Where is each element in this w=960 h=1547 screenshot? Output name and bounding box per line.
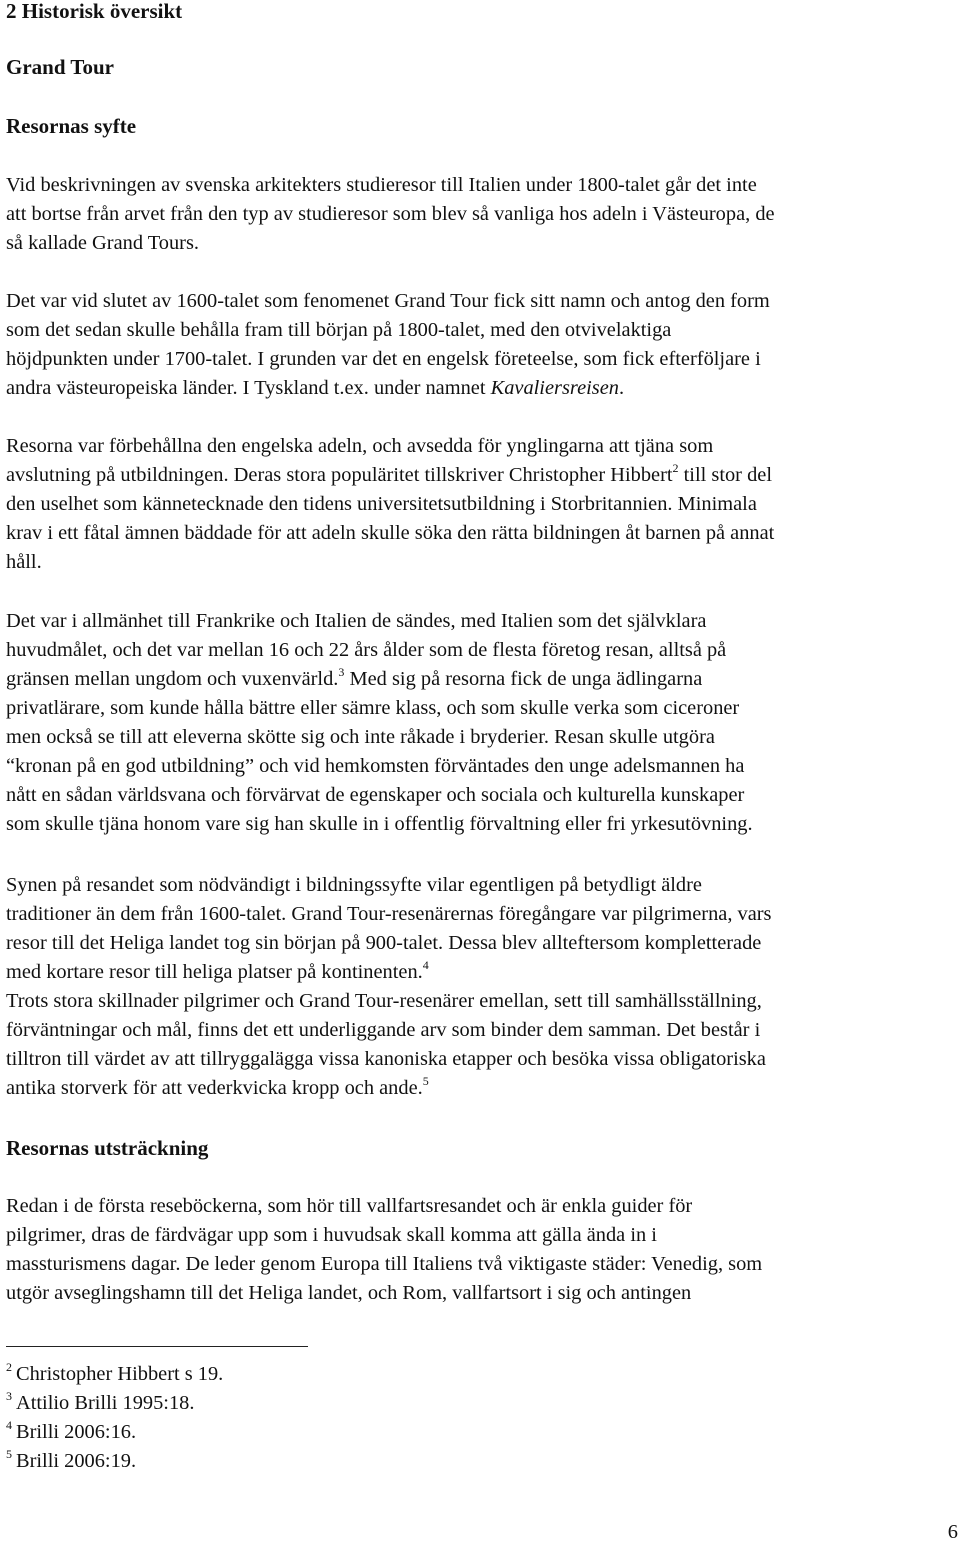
- footnote-3: [6, 1389, 194, 1418]
- footnote-text: Brilli 2006:16.: [16, 1421, 137, 1443]
- text-line: huvudmålet, och det var mellan 16 och 22 års ålder som de flesta företog resan, alltså på: [6, 639, 727, 661]
- footnote-text: Christopher Hibbert s 19.: [16, 1363, 224, 1385]
- section-heading: Grand Tour: [6, 55, 114, 79]
- text-line: traditioner än dem från 1600-talet. Grand Tour-resenärernas föregångare var pilgrimerna, vars: [6, 903, 772, 925]
- footnote-reference[interactable]: 5: [422, 1074, 429, 1088]
- subsection-heading-purpose: Resornas syfte: [6, 114, 137, 138]
- paragraph-5: [6, 871, 956, 1103]
- text-line: som det sedan skulle behålla fram till början på 1800-talet, med den otvivelaktiga: [6, 319, 672, 341]
- italic-term: Kavaliersreisen: [490, 377, 619, 399]
- text-line: utgör avseglingshamn till det Heliga landet, och Rom, vallfartsort i sig och antingen: [6, 1282, 692, 1304]
- text-line: Synen på resandet som nödvändigt i bildningssyfte vilar egentligen på betydligt äldre: [6, 874, 702, 896]
- text-line: [6, 665, 956, 694]
- footnote-reference[interactable]: 2: [672, 461, 679, 475]
- text-run: gränsen mellan ungdom och vuxenvärld.: [6, 668, 339, 690]
- text-line: nått en sådan världsvana och förvärvat de egenskaper och sociala och kulturella kunskaper: [6, 784, 745, 806]
- footnote-number: 3: [6, 1389, 12, 1403]
- footnote-5: [6, 1447, 136, 1476]
- text-line: “kronan på en god utbildning” och vid hemkomsten förväntades den unge adelsmannen ha: [6, 755, 745, 777]
- text-line: [6, 958, 956, 987]
- paragraph-1: [6, 171, 956, 258]
- footnote-number: 4: [6, 1418, 12, 1432]
- footnote-text: Attilio Brilli 1995:18.: [16, 1392, 195, 1414]
- subsection-heading-extent: Resornas utsträckning: [6, 1136, 209, 1160]
- footnote-number: 5: [6, 1447, 12, 1461]
- text-line: Det var vid slutet av 1600-talet som fenomenet Grand Tour fick sitt namn och antog den form: [6, 290, 770, 312]
- text-line: [6, 374, 956, 403]
- text-line: [6, 461, 956, 490]
- text-line: Det var i allmänhet till Frankrike och Italien de sändes, med Italien som det självklara: [6, 610, 707, 632]
- text-line: tilltron till värdet av att tillryggalägga vissa kanoniska etapper och besöka vissa obligatoriska: [6, 1048, 766, 1070]
- footnote-4: [6, 1418, 136, 1447]
- text-line: Trots stora skillnader pilgrimer och Grand Tour-resenärer emellan, sett till samhällsställning,: [6, 990, 762, 1012]
- text-line: resor till det Heliga landet tog sin början på 900-talet. Dessa blev allteftersom kompletterade: [6, 932, 762, 954]
- text-line: Resorna var förbehållna den engelska adeln, och avsedda för ynglingarna att tjäna som: [6, 435, 714, 457]
- text-line: massturismens dagar. De leder genom Europa till Italiens två viktigaste städer: Venedig, som: [6, 1253, 763, 1275]
- paragraph-6: [6, 1192, 956, 1308]
- text-line: förväntningar och mål, finns det ett underliggande arv som binder dem samman. Det består i: [6, 1019, 761, 1041]
- footnote-reference[interactable]: 4: [422, 958, 429, 972]
- text-line: den uselhet som kännetecknade den tidens universitetsutbildning i Storbritannien. Minimala: [6, 493, 757, 515]
- footnote-reference[interactable]: 3: [338, 665, 345, 679]
- text-run: till stor del: [678, 464, 772, 486]
- text-line: Redan i de första reseböckerna, som hör till vallfartsresandet och är enkla guider för: [6, 1195, 693, 1217]
- text-line: men också se till att eleverna skötte sig och inte råkade i bryderier. Resan skulle utgöra: [6, 726, 715, 748]
- footnote-separator: [6, 1346, 308, 1347]
- text-run: Med sig på resorna fick de unga ädlingarna: [344, 668, 703, 690]
- text-run: med kortare resor till heliga platser på kontinenten.: [6, 961, 423, 983]
- text-line: krav i ett fåtal ämnen bäddade för att adeln skulle söka den rätta bildningen åt barnen på annat: [6, 522, 775, 544]
- paragraph-2: [6, 287, 956, 403]
- footnote-number: 2: [6, 1360, 12, 1374]
- text-run: andra västeuropeiska länder. I Tyskland t.ex. under namnet: [6, 377, 491, 399]
- paragraph-4: [6, 607, 956, 839]
- paragraph-3: [6, 432, 956, 577]
- text-run: .: [618, 377, 625, 399]
- text-line: som skulle tjäna honom vare sig han skulle in i offentlig förvaltning eller fri yrkesutövning.: [6, 813, 753, 835]
- text-line: att bortse från arvet från den typ av studieresor som blev så vanliga hos adeln i Västeuropa, de: [6, 203, 775, 225]
- text-line: Vid beskrivningen av svenska arkitekters studieresor till Italien under 1800-talet går det inte: [6, 174, 757, 196]
- text-run: antika storverk för att vederkvicka kropp och ande.: [6, 1077, 423, 1099]
- text-line: [6, 1074, 956, 1103]
- chapter-heading: 2 Historisk översikt: [6, 0, 183, 23]
- footnote-text: Brilli 2006:19.: [16, 1450, 137, 1472]
- page-number: 6: [947, 1521, 958, 1543]
- text-line: så kallade Grand Tours.: [6, 232, 199, 254]
- text-line: höjdpunkten under 1700-talet. I grunden var det en engelsk företeelse, som fick efterföljare i: [6, 348, 761, 370]
- footnote-2: [6, 1360, 223, 1389]
- text-run: avslutning på utbildningen. Deras stora populäritet tillskriver Christopher Hibbert: [6, 464, 673, 486]
- text-line: privatlärare, som kunde hålla bättre eller sämre klass, och som skulle verka som ciceroner: [6, 697, 740, 719]
- text-line: pilgrimer, dras de färdvägar upp som i huvudsak skall komma att gälla ända in i: [6, 1224, 657, 1246]
- text-line: håll.: [6, 551, 42, 573]
